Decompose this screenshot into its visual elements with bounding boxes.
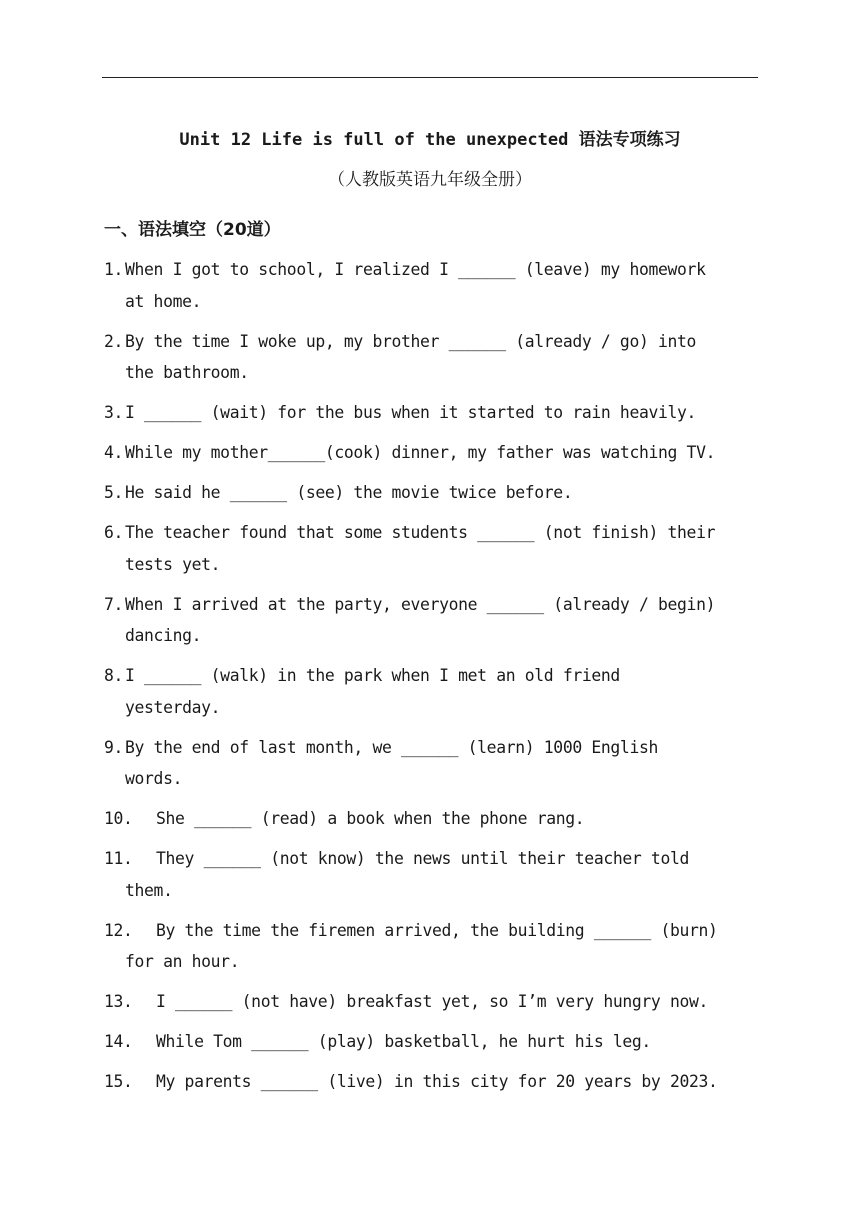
- question-number: 5.: [104, 483, 124, 502]
- question-item: [104, 915, 764, 978]
- question-text: She ______ (read) a book when the phone rang.: [156, 809, 585, 828]
- question-text: By the time I woke up, my brother ______ (already / go) into the bathroom.: [125, 331, 697, 382]
- question-number: 13.: [104, 992, 133, 1011]
- question-number: 12.: [104, 920, 133, 940]
- question-item: [104, 437, 764, 469]
- question-item: [104, 254, 764, 317]
- question-text: By the time the firemen arrived, the building ______ (burn): [156, 920, 718, 940]
- question-item: [104, 803, 764, 835]
- question-number: 1.: [104, 260, 124, 279]
- question-text-continued: them.: [125, 880, 173, 900]
- question-item: [104, 986, 764, 1018]
- question-number: 10.: [104, 809, 133, 828]
- question-item: [104, 1066, 764, 1098]
- question-text: When I arrived at the party, everyone ______ (already / begin) dancing.: [125, 594, 716, 645]
- question-text: While Tom ______ (play) basketball, he hurt his leg.: [156, 1032, 651, 1051]
- document-subtitle: （人教版英语九年级全册）: [328, 170, 532, 190]
- document-title: Unit 12 Life is full of the unexpected 语法专项练习: [179, 130, 681, 150]
- question-number: 15.: [104, 1072, 133, 1091]
- question-list: [104, 254, 764, 1106]
- question-number: 7.: [104, 594, 124, 614]
- header-rule: [102, 77, 758, 78]
- question-number: 4.: [104, 443, 124, 462]
- question-text: By the end of last month, we ______ (learn) 1000 English words.: [125, 737, 659, 788]
- question-number: 8.: [104, 666, 124, 685]
- question-text: He said he ______ (see) the movie twice before.: [125, 483, 573, 502]
- question-text: I ______ (not have) breakfast yet, so I’m very hungry now.: [156, 992, 709, 1011]
- question-text: When I got to school, I realized I ______ (leave) my homework at home.: [125, 260, 706, 311]
- question-item: [104, 517, 764, 580]
- question-text: I ______ (walk) in the park when I met an old friend yesterday.: [125, 666, 620, 717]
- question-number: 11.: [104, 849, 133, 868]
- question-item: [104, 326, 764, 389]
- question-text: The teacher found that some students ______ (not finish) their tests yet.: [125, 523, 716, 574]
- question-text: While my mother______(cook) dinner, my father was watching TV.: [125, 443, 716, 462]
- question-text: My parents ______ (live) in this city for 20 years by 2023.: [156, 1072, 718, 1091]
- question-number: 9.: [104, 737, 124, 757]
- question-item: [104, 732, 764, 795]
- question-item: [104, 589, 764, 652]
- question-item: [104, 843, 764, 906]
- question-item: [104, 477, 764, 509]
- question-number: 3.: [104, 403, 124, 422]
- section-heading: 一、语法填空（20道）: [104, 220, 281, 240]
- question-number: 6.: [104, 523, 124, 542]
- question-number: 2.: [104, 331, 124, 351]
- question-item: [104, 660, 764, 723]
- question-item: [104, 1026, 764, 1058]
- question-item: [104, 397, 764, 429]
- question-text: They ______ (not know) the news until their teacher told: [156, 849, 690, 868]
- question-number: 14.: [104, 1032, 133, 1051]
- question-text-continued: for an hour.: [125, 952, 240, 971]
- question-text: I ______ (wait) for the bus when it started to rain heavily.: [125, 403, 697, 422]
